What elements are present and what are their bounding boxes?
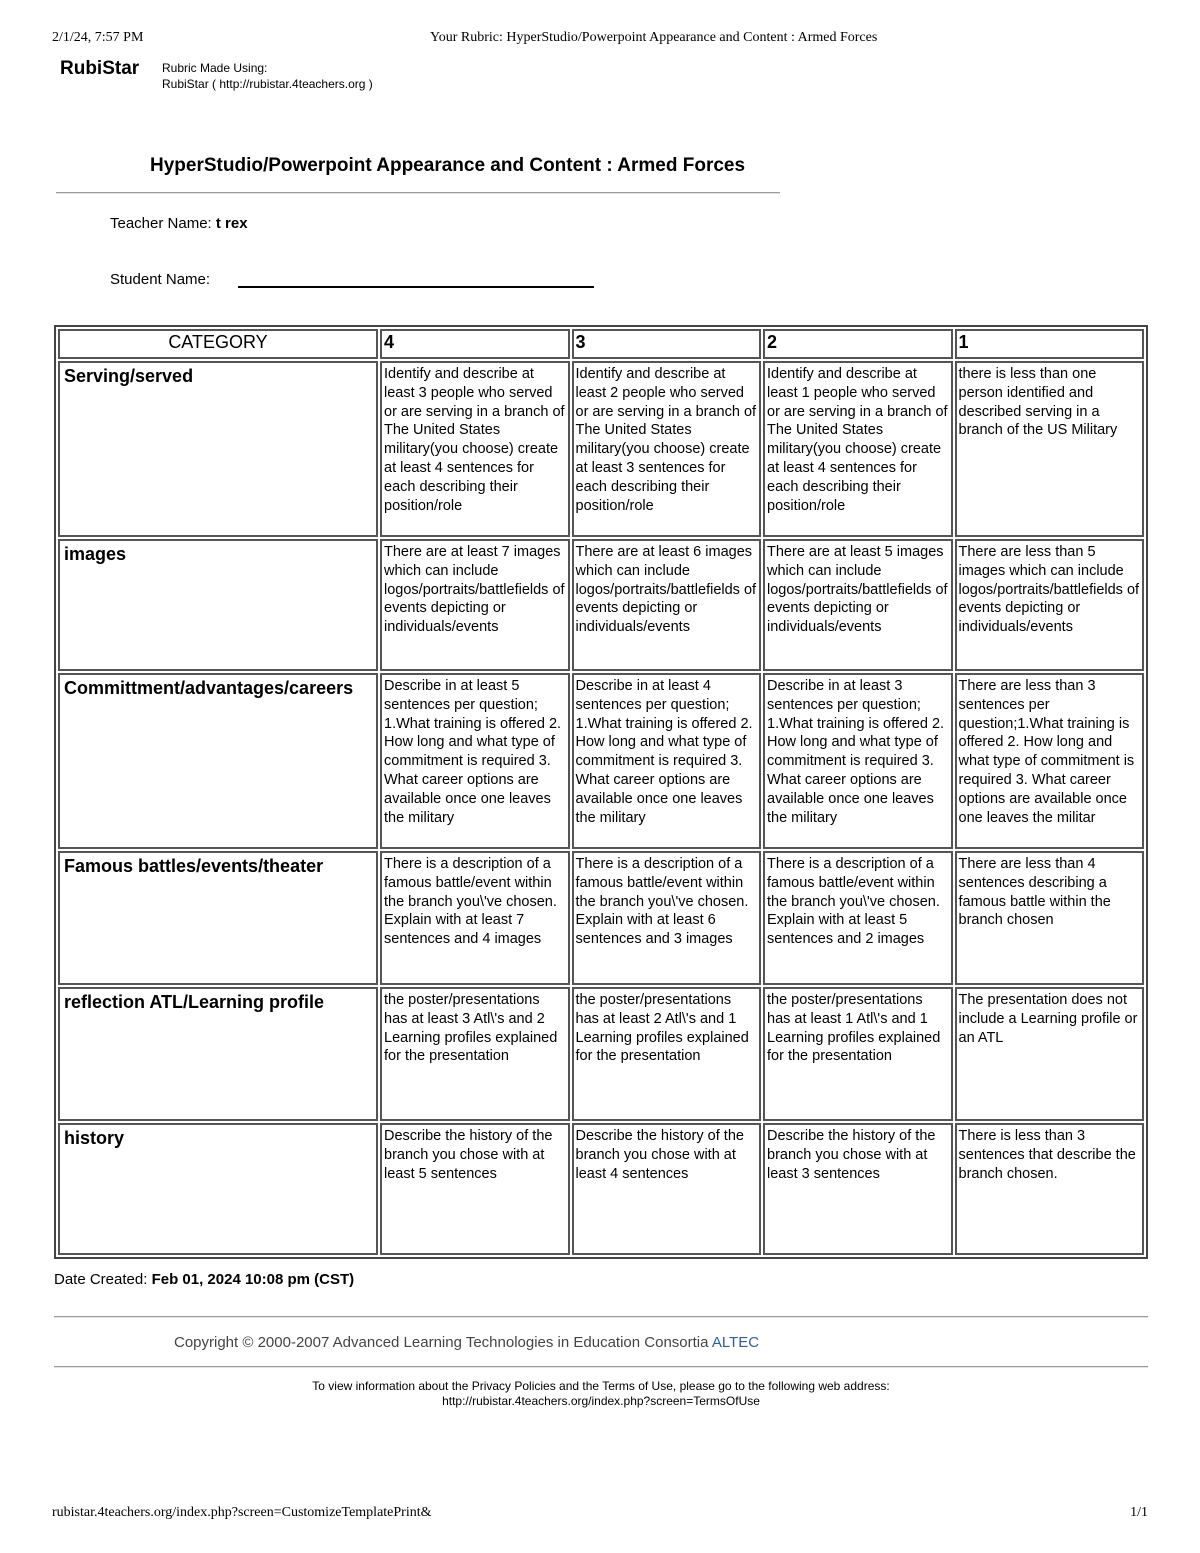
criteria-cell: There are less than 3 sentences per question;1.What training is offered 2. How long and what type of commitment is required 3. What career options are available once one leaves the militar bbox=[955, 673, 1145, 849]
rubric-row bbox=[58, 539, 1144, 671]
category-cell: history bbox=[58, 1123, 378, 1255]
category-cell: images bbox=[58, 539, 378, 671]
category-cell: reflection ATL/Learning profile bbox=[58, 987, 378, 1121]
copyright-text: Copyright © 2000-2007 Advanced Learning Technologies in Education Consortia bbox=[174, 1334, 709, 1351]
copyright bbox=[174, 1334, 759, 1351]
rubric-row bbox=[58, 673, 1144, 849]
criteria-cell: the poster/presentations has at least 1 Atl\'s and 1 Learning profiles explained for the presentation bbox=[763, 987, 953, 1121]
student-name-blank bbox=[238, 272, 594, 288]
date-created-value: Feb 01, 2024 10:08 pm (CST) bbox=[151, 1271, 355, 1288]
category-cell: Famous battles/events/theater bbox=[58, 851, 378, 985]
rubric-row bbox=[58, 987, 1144, 1121]
document-title: HyperStudio/Powerpoint Appearance and Content : Armed Forces bbox=[150, 155, 746, 176]
header-score-2: 2 bbox=[763, 329, 953, 359]
criteria-cell: Describe the history of the branch you chose with at least 5 sentences bbox=[380, 1123, 570, 1255]
rubistar-logo: RubiStar bbox=[60, 58, 140, 79]
criteria-cell: There are at least 6 images which can include logos/portraits/battlefields of events depicting or individuals/events bbox=[572, 539, 762, 671]
header-score-4: 4 bbox=[380, 329, 570, 359]
criteria-cell: There is less than 3 sentences that describe the branch chosen. bbox=[955, 1123, 1145, 1255]
print-url: rubistar.4teachers.org/index.php?screen=CustomizeTemplatePrint& bbox=[52, 1505, 432, 1520]
criteria-cell: There are less than 4 sentences describing a famous battle within the branch chosen bbox=[955, 851, 1145, 985]
privacy-notice bbox=[54, 1379, 1148, 1409]
footer-divider bbox=[54, 1316, 1148, 1318]
rubric-header-row bbox=[58, 329, 1144, 359]
criteria-cell: There are less than 5 images which can include logos/portraits/battlefields of events depicting or individuals/events bbox=[955, 539, 1145, 671]
header-score-1: 1 bbox=[955, 329, 1145, 359]
criteria-cell: the poster/presentations has at least 3 Atl\'s and 2 Learning profiles explained for the presentation bbox=[380, 987, 570, 1121]
rubric-row bbox=[58, 851, 1144, 985]
page-number: 1/1 bbox=[1130, 1505, 1148, 1520]
footer-divider bbox=[54, 1366, 1148, 1368]
print-header bbox=[52, 30, 1148, 50]
header-category: CATEGORY bbox=[58, 329, 378, 359]
criteria-cell: There is a description of a famous battle/event within the branch you\'ve chosen. Explain with at least 5 sentences and 2 images bbox=[763, 851, 953, 985]
rubric-row bbox=[58, 1123, 1144, 1255]
made-using-source: RubiStar ( http://rubistar.4teachers.org ) bbox=[162, 77, 373, 91]
made-using-label: Rubric Made Using: bbox=[162, 61, 268, 75]
altec-link[interactable]: ALTEC bbox=[711, 1334, 760, 1351]
print-date: 2/1/24, 7:57 PM bbox=[52, 30, 144, 45]
date-created-label: Date Created: bbox=[54, 1271, 148, 1288]
date-created bbox=[54, 1271, 354, 1288]
print-footer bbox=[52, 1505, 1148, 1525]
criteria-cell: Describe in at least 4 sentences per question; 1.What training is offered 2. How long and what type of commitment is required 3. What career options are available once one leaves the military bbox=[572, 673, 762, 849]
terms-url: http://rubistar.4teachers.org/index.php?screen=TermsOfUse bbox=[442, 1394, 760, 1408]
title-divider bbox=[56, 192, 780, 194]
criteria-cell: There is a description of a famous battle/event within the branch you\'ve chosen. Explain with at least 6 sentences and 3 images bbox=[572, 851, 762, 985]
criteria-cell: The presentation does not include a Learning profile or an ATL bbox=[955, 987, 1145, 1121]
student-name bbox=[110, 271, 594, 288]
criteria-cell: Identify and describe at least 3 people who served or are serving in a branch of The United States military(you choose) create at least 4 sentences for each describing their position/role bbox=[380, 361, 570, 537]
criteria-cell: Describe in at least 5 sentences per question; 1.What training is offered 2. How long and what type of commitment is required 3. What career options are available once one leaves the military bbox=[380, 673, 570, 849]
criteria-cell: Describe in at least 3 sentences per question; 1.What training is offered 2. How long and what type of commitment is required 3. What career options are available once one leaves the military bbox=[763, 673, 953, 849]
teacher-label: Teacher Name: bbox=[110, 215, 212, 232]
criteria-cell: Identify and describe at least 2 people who served or are serving in a branch of The United States military(you choose) create at least 3 sentences for each describing their position/role bbox=[572, 361, 762, 537]
criteria-cell: the poster/presentations has at least 2 Atl\'s and 1 Learning profiles explained for the presentation bbox=[572, 987, 762, 1121]
student-label: Student Name: bbox=[110, 271, 211, 288]
made-using bbox=[162, 60, 373, 92]
rubric-table bbox=[54, 325, 1148, 1259]
rubric-row bbox=[58, 361, 1144, 537]
criteria-cell: Describe the history of the branch you chose with at least 3 sentences bbox=[763, 1123, 953, 1255]
header-score-3: 3 bbox=[572, 329, 762, 359]
category-cell: Committment/advantages/careers bbox=[58, 673, 378, 849]
criteria-cell: There are at least 5 images which can include logos/portraits/battlefields of events depicting or individuals/events bbox=[763, 539, 953, 671]
criteria-cell: there is less than one person identified and described serving in a branch of the US Military bbox=[955, 361, 1145, 537]
criteria-cell: There is a description of a famous battle/event within the branch you\'ve chosen. Explain with at least 7 sentences and 4 images bbox=[380, 851, 570, 985]
teacher-name bbox=[110, 215, 248, 232]
criteria-cell: Describe the history of the branch you chose with at least 4 sentences bbox=[572, 1123, 762, 1255]
criteria-cell: Identify and describe at least 1 people who served or are serving in a branch of The United States military(you choose) create at least 4 sentences for each describing their position/role bbox=[763, 361, 953, 537]
category-cell: Serving/served bbox=[58, 361, 378, 537]
criteria-cell: There are at least 7 images which can include logos/portraits/battlefields of events depicting or individuals/events bbox=[380, 539, 570, 671]
teacher-value: t rex bbox=[215, 215, 248, 232]
privacy-text: To view information about the Privacy Policies and the Terms of Use, please go to the following web address: bbox=[312, 1379, 890, 1393]
print-page-title: Your Rubric: HyperStudio/Powerpoint Appearance and Content : Armed Forces bbox=[430, 30, 878, 45]
